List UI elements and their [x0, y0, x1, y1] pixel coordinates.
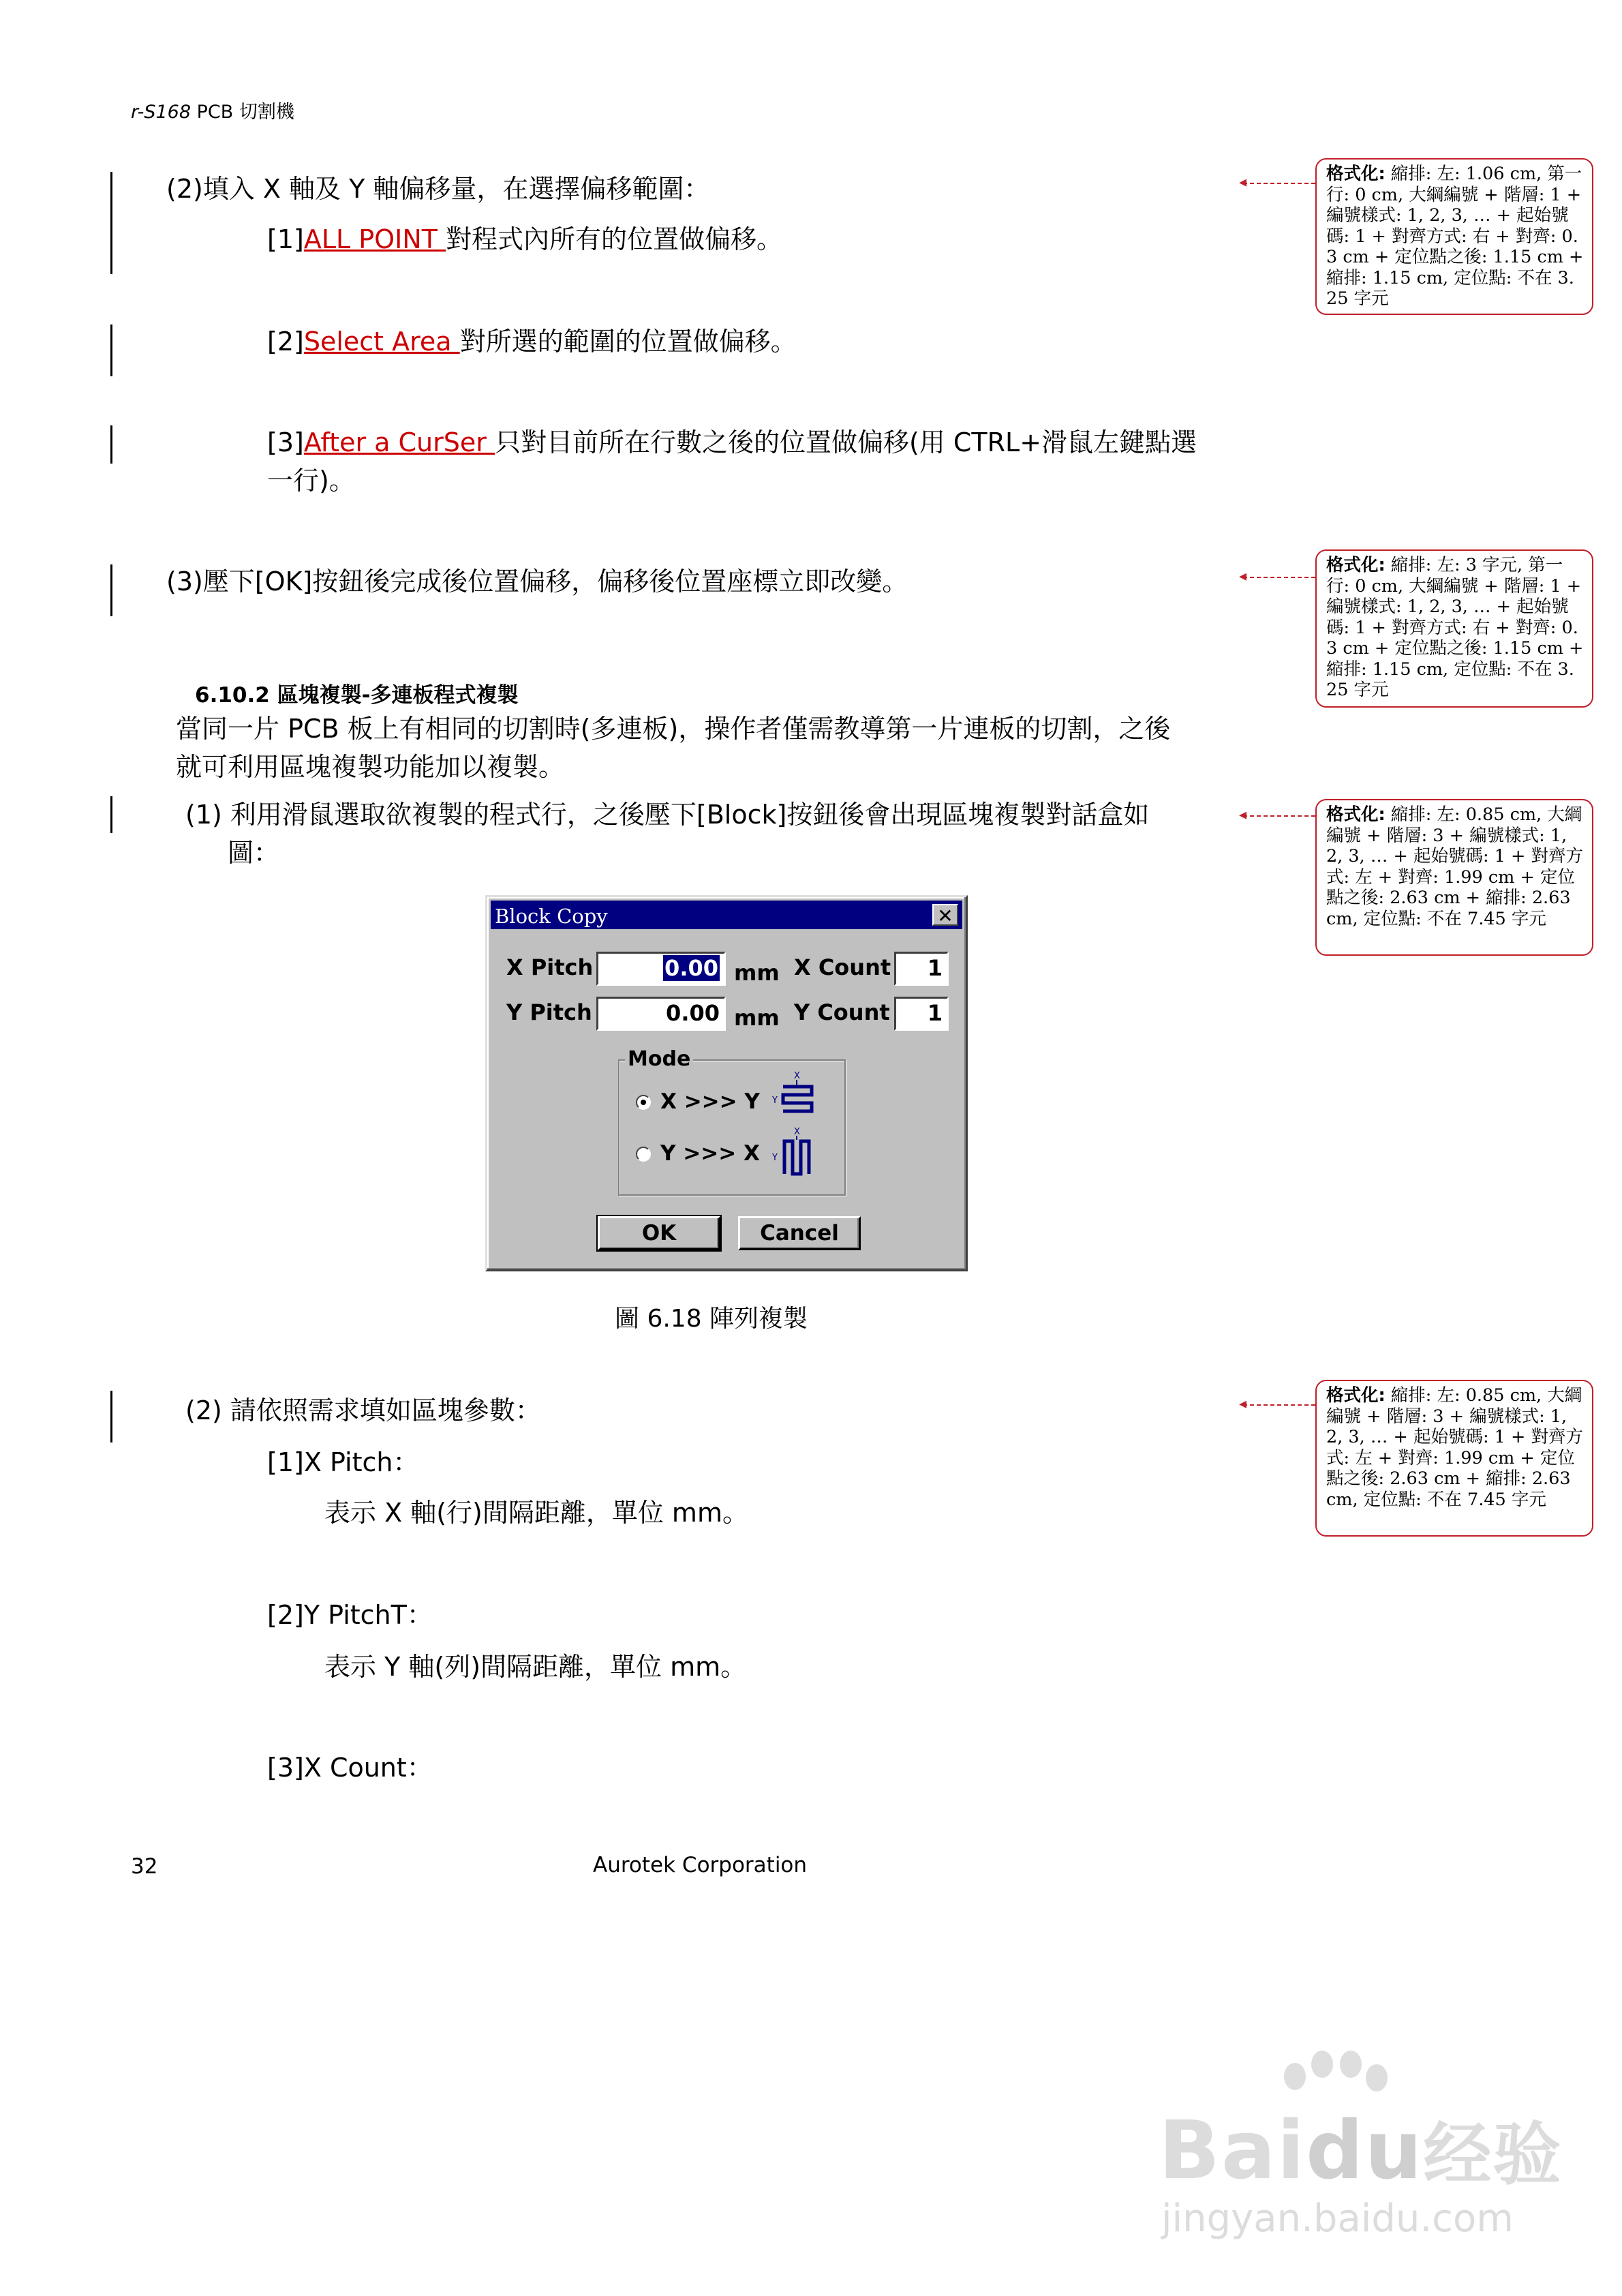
- item-prefix: [1]: [267, 224, 304, 254]
- step-1-line-2: 圖：: [228, 838, 280, 868]
- comment-leader: [1243, 183, 1315, 184]
- comment-text: 縮排: 左: 3 字元, 第一行: 0 cm, 大綱編號 + 階層: 1 + 編號樣式: 1, 2, 3, … + 起始號碼: 1 + 對齊方式: 右 + 對齊: 0.3 cm + 定位點之後: 1.15 cm + 縮排: 1.15 cm, 定位點: 不在 3.25 字元: [1326, 555, 1584, 700]
- arrow-icon: ◂: [1239, 568, 1247, 585]
- change-bar: [110, 425, 112, 464]
- watermark-brand: Bai: [1159, 2103, 1306, 2197]
- after-cursor-link[interactable]: After a CurSer: [303, 427, 495, 457]
- format-comment[interactable]: [1315, 799, 1593, 956]
- cancel-button[interactable]: Cancel: [738, 1216, 861, 1250]
- all-point-link[interactable]: ALL POINT: [303, 224, 446, 254]
- step-2-intro: (2) 請依照需求填如區塊參數：: [185, 1395, 541, 1425]
- serpentine-x-icon: [771, 1070, 825, 1125]
- dialog-titlebar[interactable]: [491, 901, 962, 929]
- offset-item-after-cursor-cont: 一行)。: [267, 466, 355, 496]
- change-bar: [110, 324, 112, 376]
- icon-y-letter: Y: [772, 1153, 778, 1163]
- item-prefix: [3]: [267, 427, 304, 457]
- figure-caption: 圖 6.18 陣列複製: [615, 1305, 808, 1333]
- watermark-url: jingyan.baidu.com: [1161, 2196, 1514, 2241]
- mode-xy-label[interactable]: X >>> Y: [660, 1089, 760, 1114]
- block-copy-dialog: [485, 895, 968, 1271]
- comment-leader: [1243, 815, 1315, 817]
- item-prefix: [2]: [267, 327, 304, 357]
- y-count-label: Y Count: [794, 999, 890, 1025]
- mode-xy-radio[interactable]: [636, 1095, 651, 1110]
- serpentine-y-icon: [771, 1126, 825, 1181]
- close-button[interactable]: ✕: [932, 904, 958, 926]
- change-bar: [110, 564, 112, 616]
- y-pitch-input[interactable]: 0.00: [596, 997, 726, 1031]
- param-y-pitch-title: [2]Y PitchT：: [267, 1600, 433, 1630]
- mode-yx-label[interactable]: Y >>> X: [660, 1141, 760, 1166]
- icon-x-letter: X: [794, 1071, 800, 1081]
- format-comment[interactable]: [1315, 158, 1593, 315]
- select-area-link[interactable]: Select Area: [303, 327, 460, 357]
- step-1-line-1: (1) 利用滑鼠選取欲複製的程式行，之後壓下[Block]按鈕後會出現區塊複製對話盒如: [185, 800, 1150, 830]
- comment-leader: [1243, 577, 1315, 578]
- comment-text: 縮排: 左: 1.06 cm, 第一行: 0 cm, 大綱編號 + 階層: 1 + 編號樣式: 1, 2, 3, … + 起始號碼: 1 + 對齊方式: 右 + 對齊: 0.3 cm + 定位點之後: 1.15 cm + 縮排: 1.15 cm, 定位點: 不在 3.25 字元: [1326, 164, 1584, 309]
- running-header: [131, 97, 294, 123]
- comment-label: 格式化:: [1326, 804, 1386, 825]
- param-x-pitch-title: [1]X Pitch：: [267, 1447, 419, 1477]
- header-model: r-S168: [131, 102, 192, 123]
- format-comment[interactable]: [1315, 549, 1593, 708]
- x-count-label: X Count: [794, 954, 891, 980]
- header-title: PCB 切割機: [191, 102, 294, 123]
- icon-x-letter: X: [794, 1127, 800, 1137]
- paragraph-line-1: 當同一片 PCB 板上有相同的切割時(多連板)，操作者僅需教導第一片連板的切割，之後: [176, 714, 1171, 744]
- x-pitch-value: 0.00: [664, 955, 718, 981]
- arrow-icon: ◂: [1239, 174, 1247, 191]
- y-pitch-unit: mm: [734, 1005, 780, 1031]
- arrow-icon: ◂: [1239, 806, 1247, 824]
- dialog-title: Block Copy: [495, 905, 608, 928]
- change-bar: [110, 172, 112, 274]
- page-number: 32: [131, 1854, 158, 1879]
- item-text: 只對目前所在行數之後的位置做偏移(用 CTRL+滑鼠左鍵點選: [494, 427, 1197, 457]
- change-bar: [110, 796, 112, 833]
- arrow-icon: ◂: [1239, 1395, 1247, 1413]
- comment-text: 縮排: 左: 0.85 cm, 大綱編號 + 階層: 3 + 編號樣式: 1, 2, 3, … + 起始號碼: 1 + 對齊方式: 左 + 對齊: 1.99 cm + 定位點之後: 2.63 cm + 縮排: 2.63 cm, 定位點: 不在 7.45 字元: [1326, 804, 1583, 929]
- watermark-brand-2: du: [1306, 2103, 1424, 2197]
- section-heading: 6.10.2 區塊複製-多連板程式複製: [195, 683, 519, 708]
- item-text: 對所選的範圍的位置做偏移。: [459, 327, 797, 357]
- change-bar: [110, 1391, 112, 1442]
- mode-group: [618, 1047, 846, 1196]
- param-y-pitch-desc: 表示 Y 軸(列)間隔距離，單位 mm。: [324, 1652, 747, 1682]
- watermark-cn: 经验: [1423, 2115, 1563, 2194]
- format-comment[interactable]: [1315, 1380, 1593, 1537]
- icon-y-letter: Y: [772, 1096, 778, 1106]
- comment-label: 格式化:: [1326, 1385, 1386, 1406]
- comment-leader: [1243, 1404, 1315, 1406]
- offset-item-after-cursor: [267, 428, 1197, 458]
- offset-item-all-point: [267, 225, 782, 255]
- x-pitch-input[interactable]: [596, 952, 726, 986]
- comment-label: 格式化:: [1326, 164, 1386, 184]
- ok-button[interactable]: OK: [598, 1216, 720, 1250]
- mode-group-title: Mode: [625, 1047, 693, 1071]
- offset-item-select-area: [267, 327, 797, 357]
- y-pitch-label: Y Pitch: [506, 999, 592, 1025]
- x-pitch-label: X Pitch: [506, 954, 594, 980]
- y-count-input[interactable]: 1: [894, 997, 949, 1031]
- item-text: 對程式內所有的位置做偏移。: [446, 224, 783, 254]
- paragraph-line-2: 就可利用區塊複製功能加以複製。: [176, 752, 565, 782]
- param-x-pitch-desc: 表示 X 軸(行)間隔距離，單位 mm。: [324, 1498, 748, 1528]
- section-2-intro: (2)填入 X 軸及 Y 軸偏移量，在選擇偏移範圍：: [166, 174, 710, 204]
- param-x-count-title: [3]X Count：: [267, 1753, 433, 1783]
- comment-text: 縮排: 左: 0.85 cm, 大綱編號 + 階層: 3 + 編號樣式: 1, 2, 3, … + 起始號碼: 1 + 對齊方式: 左 + 對齊: 1.99 cm + 定位點之後: 2.63 cm + 縮排: 2.63 cm, 定位點: 不在 7.45 字元: [1326, 1385, 1583, 1510]
- watermark-logo: [1159, 2100, 1563, 2198]
- footer-company: Aurotek Corporation: [593, 1853, 808, 1877]
- section-3-text: (3)壓下[OK]按鈕後完成後位置偏移，偏移後位置座標立即改變。: [166, 567, 908, 596]
- comment-label: 格式化:: [1326, 555, 1386, 575]
- x-count-input[interactable]: 1: [894, 952, 949, 986]
- mode-yx-radio[interactable]: [636, 1147, 651, 1162]
- x-pitch-unit: mm: [734, 960, 780, 986]
